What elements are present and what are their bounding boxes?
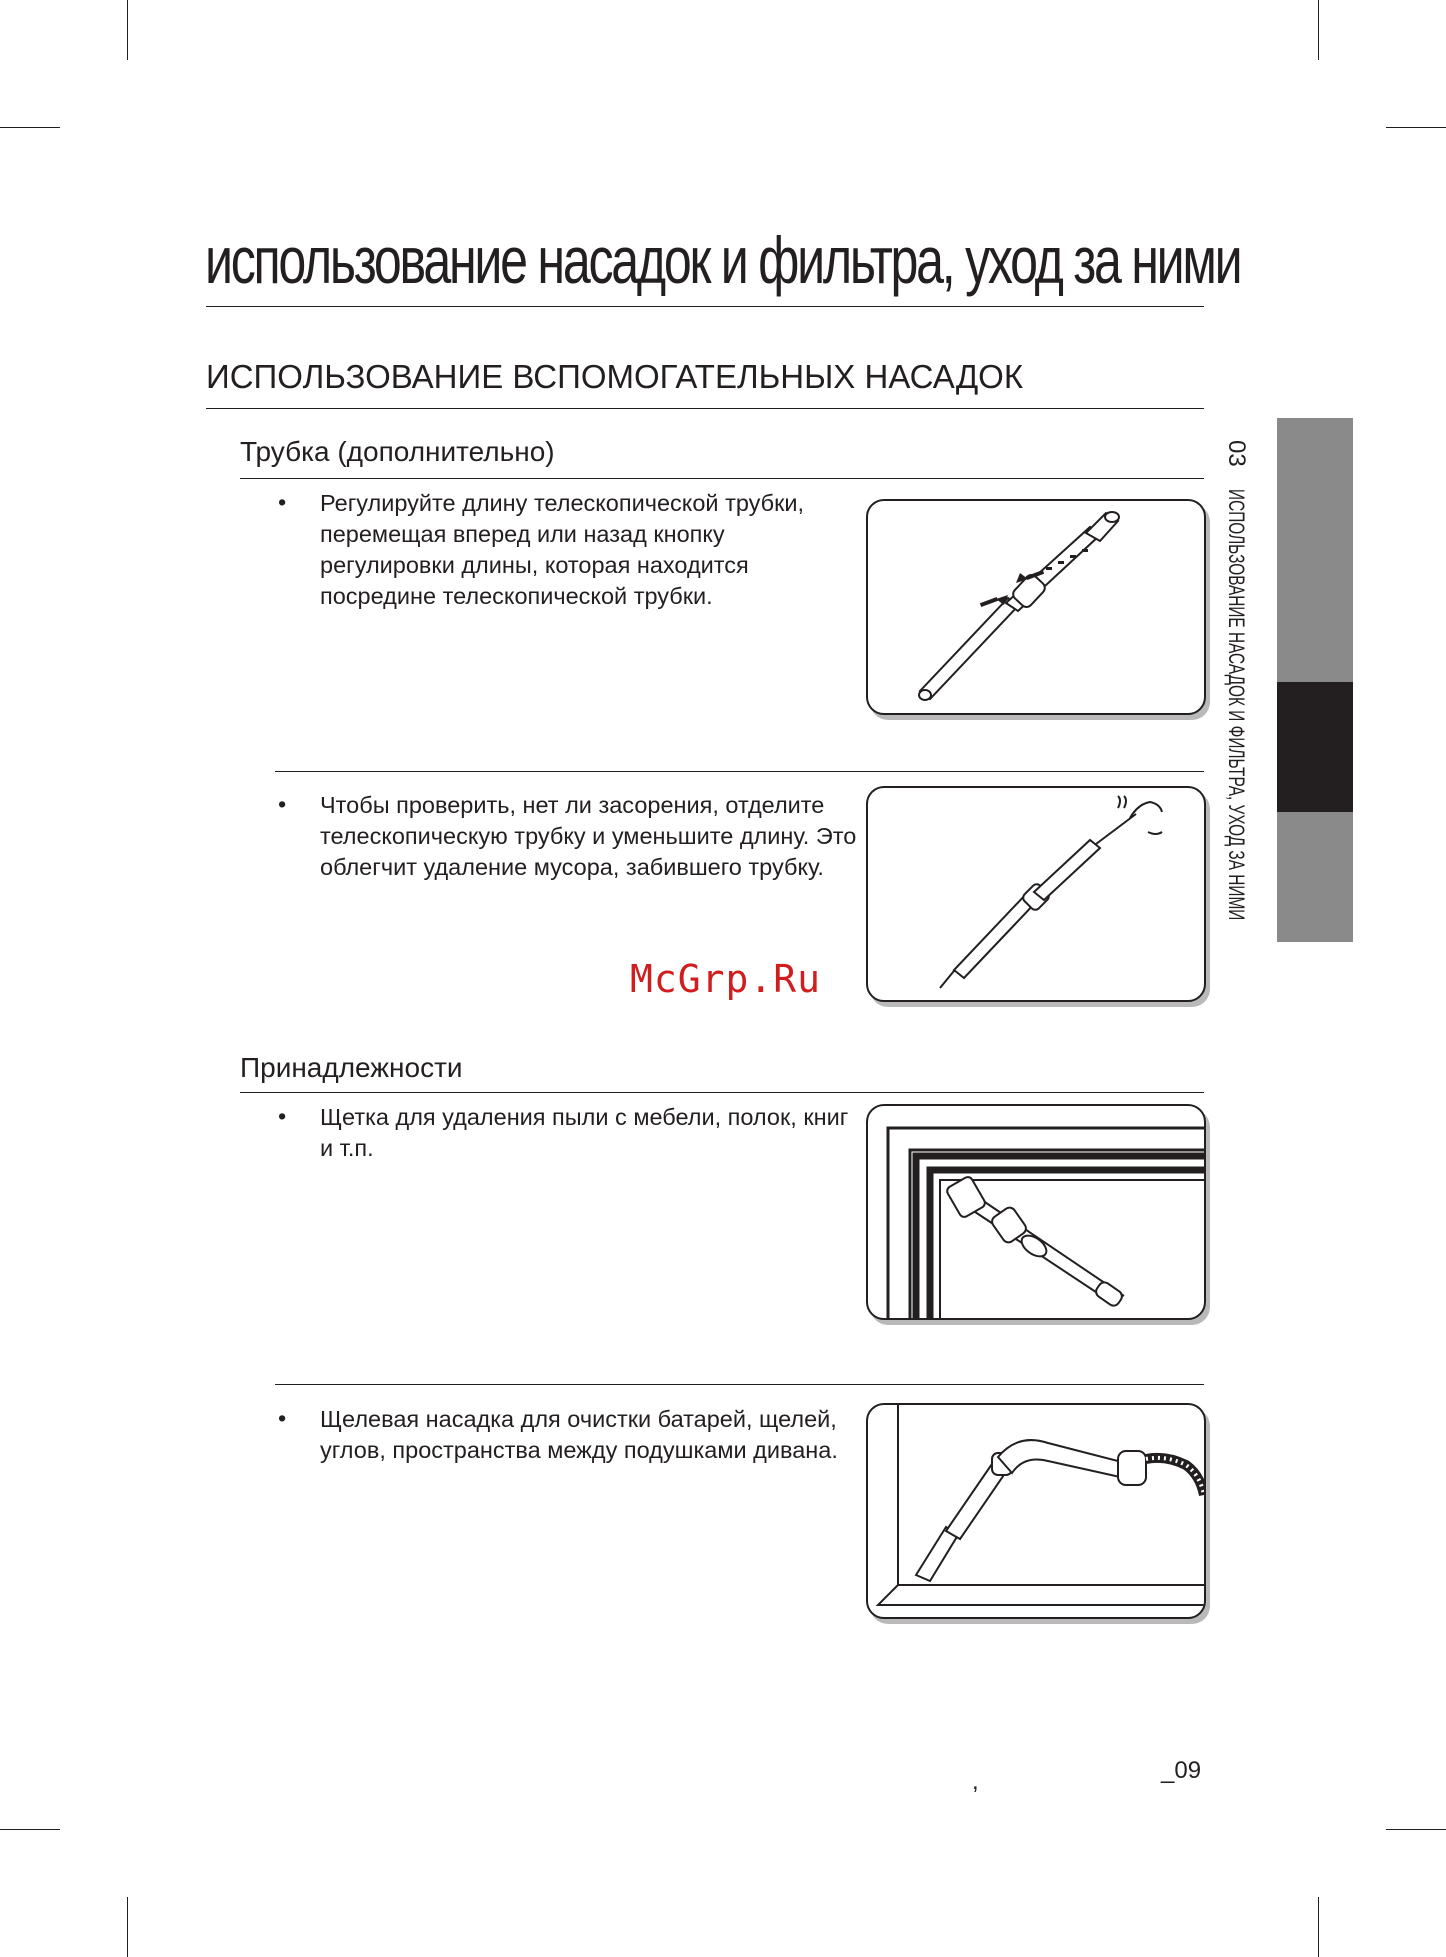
chapter-tab-text	[1222, 440, 1250, 1105]
crop-mark-bottom-left-h	[0, 1829, 60, 1830]
item-divider	[275, 771, 1204, 772]
crop-mark-top-right-v	[1318, 0, 1319, 60]
subsection-title-accessories: Принадлежности	[240, 1052, 463, 1083]
section-title: ИСПОЛЬЗОВАНИЕ ВСПОМОГАТЕЛЬНЫХ НАСАДОК	[206, 358, 1024, 395]
crop-mark-top-left-h	[0, 127, 60, 128]
crop-mark-bottom-right-h	[1386, 1829, 1446, 1830]
item-divider	[275, 1384, 1204, 1385]
section-rule	[206, 408, 1204, 409]
bullet: •	[278, 791, 287, 817]
list-item-text: Щелевая насадка для очистки батарей, щелей, углов, пространства между подушками дивана.	[320, 1406, 838, 1463]
list-item-text: Щетка для удаления пыли с мебели, полок, книг и т.п.	[320, 1104, 849, 1161]
list-item-text: Регулируйте длину телескопической трубки, перемещая вперед или назад кнопку регулировки длины, которая находится посредине телескопической трубки.	[320, 490, 805, 609]
telescopic-tube-illustration	[866, 499, 1206, 715]
footer-comma: ,	[972, 1768, 979, 1795]
chapter-tab	[1275, 418, 1353, 942]
chapter-number: 03	[1223, 440, 1250, 467]
bullet: •	[278, 1103, 287, 1129]
crevice-tool-illustration	[866, 1403, 1206, 1619]
subsection-title-tube: Трубка (дополнительно)	[240, 436, 555, 467]
bullet: •	[278, 489, 287, 515]
page-title: использование насадок и фильтра, уход за ними	[205, 223, 1241, 297]
tube-cleaning-illustration	[866, 786, 1206, 1002]
crop-mark-top-right-h	[1386, 127, 1446, 128]
dusting-brush-illustration	[866, 1104, 1206, 1320]
bullet: •	[278, 1405, 287, 1431]
title-rule	[206, 306, 1204, 307]
crop-mark-bottom-left-v	[127, 1897, 128, 1957]
subsection-rule-tube	[240, 478, 1204, 479]
chapter-tab-marker	[1275, 682, 1353, 812]
crop-mark-bottom-right-v	[1318, 1897, 1319, 1957]
crop-mark-top-left-v	[127, 0, 128, 60]
page-number: _09	[1161, 1757, 1202, 1784]
list-item-text: Чтобы проверить, нет ли засорения, отделите телескопическую трубку и уменьшите длину. Это облегчит удаление мусора, забившего трубку.	[320, 792, 857, 880]
chapter-label: ИСПОЛЬЗОВАНИЕ НАСАДОК И ФИЛЬТРА, УХОД ЗА НИМИ	[1224, 488, 1249, 921]
subsection-rule-accessories	[240, 1092, 1204, 1093]
watermark: McGrp.Ru	[630, 957, 822, 1001]
